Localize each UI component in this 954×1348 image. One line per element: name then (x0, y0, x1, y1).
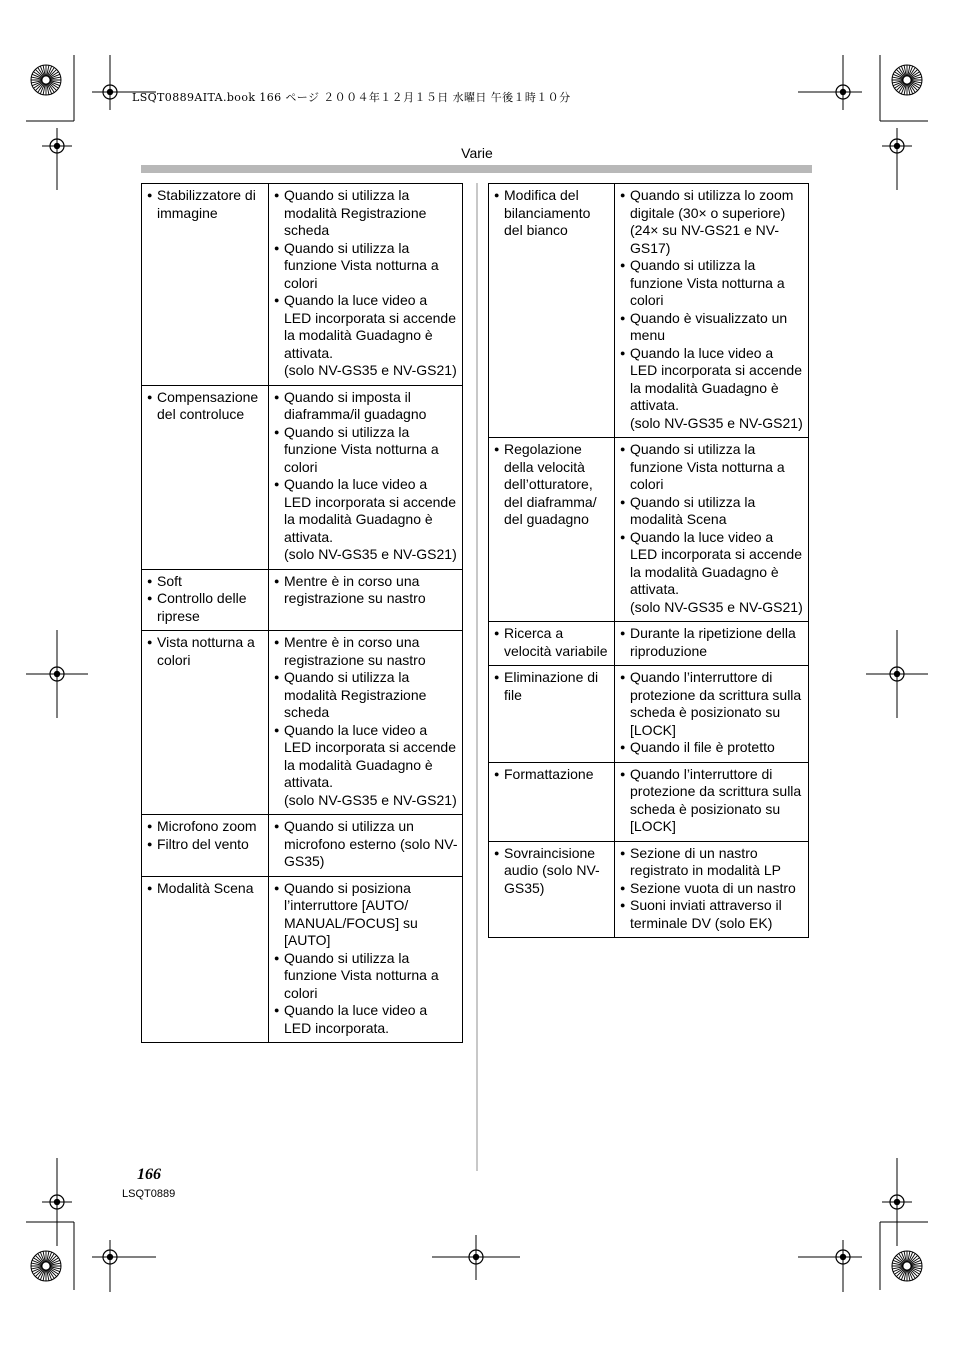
bullet-icon: ● (147, 575, 153, 586)
condition-text: Quando la luce video a LED incorporata si accende la modalità Guadagno è attivata. (284, 476, 456, 545)
bullet-item (494, 625, 610, 660)
bullet-icon: ● (274, 952, 280, 963)
bullet-item (620, 766, 804, 836)
bullet-item (494, 845, 610, 898)
bullet-icon: ● (620, 900, 626, 910)
condition-text: Quando si utilizza la funzione Vista notturna a colori (284, 423, 439, 475)
function-cell (142, 876, 269, 1043)
bullet-item (274, 818, 458, 871)
note-item (620, 415, 804, 433)
bullet-item (274, 573, 458, 608)
condition-text: Sezione di un nastro registrato in modalità LP (630, 844, 781, 878)
condition-cell (615, 184, 809, 438)
condition-text: Quando la luce video a LED incorporata. (284, 1002, 428, 1036)
bullet-item (620, 669, 804, 739)
condition-text: Quando l’interruttore di protezione da scrittura sulla scheda è posizionato su [LOCK] (630, 765, 802, 834)
condition-cell (269, 385, 463, 569)
function-label: Soft (157, 572, 182, 589)
bullet-item (147, 389, 264, 424)
bullet-icon: ● (274, 242, 280, 253)
bullet-item (274, 476, 458, 546)
table-row (489, 666, 809, 763)
bullet-icon: ● (620, 882, 626, 893)
function-label: Modifica del bilanciamento del bianco (504, 187, 591, 238)
star-target-icon (31, 65, 61, 95)
bullet-icon: ● (274, 1005, 280, 1015)
bullet-item (147, 187, 264, 222)
bullet-icon: ● (620, 847, 626, 858)
condition-text: Quando si utilizza la modalità Registrazione scheda (284, 187, 427, 238)
note-item (620, 599, 804, 617)
function-label: Filtro del vento (157, 835, 249, 852)
condition-text: (solo NV-GS35 e NV-GS21) (284, 546, 457, 562)
bullet-item (620, 441, 804, 494)
function-label: Sovraincisione audio (solo NV-GS35) (504, 844, 600, 896)
function-label: Controllo delle riprese (157, 590, 247, 624)
table-row (142, 815, 463, 877)
table-row (489, 622, 809, 666)
bullet-icon: ● (147, 190, 153, 200)
bullet-icon: ● (274, 426, 280, 437)
bullet-icon: ● (147, 391, 153, 402)
bullet-item (274, 240, 458, 293)
function-label: Microfono zoom (157, 818, 257, 834)
condition-text: Quando si utilizza la funzione Vista notturna a colori (630, 257, 785, 308)
bullet-icon: ● (620, 672, 626, 682)
bullet-icon: ● (494, 847, 500, 858)
table-row (142, 569, 463, 631)
condition-cell (615, 762, 809, 841)
bullet-icon: ● (620, 190, 626, 200)
condition-text: Quando è visualizzato un menu (630, 309, 788, 343)
function-label: Vista notturna a colori (157, 634, 255, 668)
function-cell (489, 762, 615, 841)
bullet-item (620, 494, 804, 529)
function-cell (489, 184, 615, 438)
condition-cell (615, 622, 809, 666)
bullet-item (274, 1002, 458, 1037)
note-item (274, 362, 458, 380)
bullet-item (620, 257, 804, 310)
condition-text: Quando si utilizza la funzione Vista notturna a colori (284, 239, 439, 291)
bullet-item (274, 669, 458, 722)
condition-text: (solo NV-GS35 e NV-GS21) (630, 598, 803, 615)
function-cell (489, 841, 615, 938)
condition-text: Quando la luce video a LED incorporata si accende la modalità Guadagno è attivata. (284, 721, 456, 790)
bullet-item (620, 310, 804, 345)
bullet-icon: ● (274, 295, 280, 305)
condition-text: Quando si posiziona l’interruttore [AUTO/ MANUAL/FOCUS] su [AUTO] (284, 879, 418, 948)
bullet-icon: ● (620, 496, 626, 507)
bullet-item (147, 634, 264, 669)
function-label: Regolazione della velocità dell’otturatore, del diaframma/ del guadagno (504, 441, 597, 527)
condition-text: Quando la luce video a LED incorporata si accende la modalità Guadagno è attivata. (630, 344, 802, 413)
bullet-icon: ● (620, 260, 626, 270)
bullet-icon: ● (620, 347, 626, 358)
condition-text: Quando si utilizza lo zoom digitale (30× o superiore) (24× su NV-GS21 e NV-GS17) (630, 187, 794, 256)
table-row (142, 184, 463, 386)
condition-text: Quando si utilizza la funzione Vista notturna a colori (284, 949, 439, 1001)
function-label: Modalità Scena (157, 879, 254, 896)
bullet-icon: ● (274, 575, 280, 586)
bullet-icon: ● (274, 637, 280, 647)
bullet-icon: ● (620, 312, 626, 323)
table-row (142, 631, 463, 815)
function-cell (489, 438, 615, 622)
section-rule (141, 165, 812, 173)
function-cell (142, 385, 269, 569)
condition-text: Quando si utilizza la modalità Scena (630, 493, 756, 527)
star-target-icon (892, 65, 922, 95)
bullet-icon: ● (620, 742, 626, 752)
bullet-item (274, 292, 458, 362)
condition-text: Mentre è in corso una registrazione su nastro (284, 634, 426, 668)
bullet-item (620, 739, 804, 757)
function-cell (142, 815, 269, 877)
condition-text: Quando si imposta il diaframma/il guadagno (284, 388, 427, 422)
table-row (142, 876, 463, 1043)
condition-text: (solo NV-GS35 e NV-GS21) (284, 362, 457, 378)
condition-text: Quando la luce video a LED incorporata si accende la modalità Guadagno è attivata. (284, 292, 456, 361)
condition-cell (615, 438, 809, 622)
bullet-icon: ● (274, 391, 280, 402)
bullet-item (147, 880, 264, 898)
bullet-item (274, 187, 458, 240)
bullet-icon: ● (274, 724, 280, 735)
bullet-icon: ● (620, 531, 626, 542)
bullet-item (494, 187, 610, 240)
bullet-icon: ● (147, 882, 153, 893)
condition-cell (269, 184, 463, 386)
bullet-item (274, 634, 458, 669)
left-table (141, 183, 463, 1043)
bullet-item (494, 766, 610, 784)
note-item (274, 792, 458, 810)
bullet-icon: ● (620, 628, 626, 638)
condition-text: Quando l’interruttore di protezione da scrittura sulla scheda è posizionato su [LOCK] (630, 669, 802, 738)
bullet-icon: ● (494, 672, 500, 682)
table-row (142, 385, 463, 569)
bullet-icon: ● (147, 593, 153, 603)
function-cell (142, 631, 269, 815)
bullet-item (620, 880, 804, 898)
bullet-icon: ● (620, 768, 626, 779)
bullet-item (620, 625, 804, 660)
condition-cell (269, 876, 463, 1043)
bullet-item (494, 669, 610, 704)
function-cell (489, 666, 615, 763)
note-item (274, 546, 458, 564)
condition-text: (solo NV-GS35 e NV-GS21) (284, 791, 457, 808)
bullet-icon: ● (494, 444, 500, 454)
bullet-icon: ● (494, 768, 500, 779)
bullet-icon: ● (274, 190, 280, 200)
bullet-icon: ● (274, 821, 280, 831)
bullet-item (274, 389, 458, 424)
condition-text: Mentre è in corso una registrazione su nastro (284, 572, 426, 606)
function-label: Stabilizzatore di immagine (157, 187, 256, 221)
bullet-item (147, 573, 264, 591)
document-code: LSQT0889 (122, 1188, 176, 1200)
condition-text: Quando si utilizza un microfono esterno (solo NV-GS35) (284, 818, 458, 869)
bullet-icon: ● (620, 444, 626, 454)
section-title: Varie (461, 145, 493, 161)
star-target-icon (892, 1251, 922, 1281)
function-cell (142, 184, 269, 386)
condition-text: Durante la ripetizione della riproduzione (630, 625, 796, 659)
bullet-icon: ● (274, 882, 280, 893)
function-cell (489, 622, 615, 666)
function-label: Formattazione (504, 765, 594, 782)
bullet-icon: ● (147, 821, 153, 831)
star-target-icon (31, 1251, 61, 1281)
bullet-item (620, 897, 804, 932)
function-label: Eliminazione di file (504, 669, 599, 703)
table-row (489, 184, 809, 438)
bullet-item (274, 424, 458, 477)
condition-text: Quando il file è protetto (630, 739, 775, 755)
bullet-icon: ● (147, 838, 153, 849)
table-row (489, 762, 809, 841)
bullet-icon: ● (274, 479, 280, 489)
condition-cell (269, 815, 463, 877)
bullet-item (620, 187, 804, 257)
bullet-icon: ● (147, 637, 153, 647)
bullet-item (147, 590, 264, 625)
bullet-item (494, 441, 610, 529)
bullet-item (274, 722, 458, 792)
condition-cell (269, 631, 463, 815)
function-label: Compensazione del controluce (157, 388, 259, 422)
condition-text: (solo NV-GS35 e NV-GS21) (630, 414, 803, 431)
right-table (488, 183, 809, 938)
bullet-icon: ● (274, 672, 280, 682)
table-row (489, 841, 809, 938)
condition-text: Sezione vuota di un nastro (630, 879, 796, 896)
bullet-item (620, 529, 804, 599)
condition-text: Suoni inviati attraverso il terminale DV (solo EK) (630, 897, 782, 931)
table-row (489, 438, 809, 622)
column-divider (476, 183, 478, 1171)
condition-text: Quando si utilizza la funzione Vista notturna a colori (630, 441, 785, 492)
function-label: Ricerca a velocità variabile (504, 625, 608, 659)
print-header: LSQT0889AITA.book 166 ページ ２００４年１２月１５日 水曜日 午後１時１０分 (132, 91, 571, 104)
bullet-item (147, 818, 264, 836)
bullet-item (147, 836, 264, 854)
bullet-item (620, 845, 804, 880)
bullet-icon: ● (494, 190, 500, 200)
condition-text: Quando si utilizza la modalità Registrazione scheda (284, 669, 427, 720)
bullet-icon: ● (494, 628, 500, 638)
bullet-item (274, 880, 458, 950)
condition-cell (615, 666, 809, 763)
function-cell (142, 569, 269, 631)
condition-cell (615, 841, 809, 938)
condition-text: Quando la luce video a LED incorporata si accende la modalità Guadagno è attivata. (630, 528, 802, 597)
bullet-item (620, 345, 804, 415)
bullet-item (274, 950, 458, 1003)
page-number: 166 (137, 1166, 161, 1183)
condition-cell (269, 569, 463, 631)
